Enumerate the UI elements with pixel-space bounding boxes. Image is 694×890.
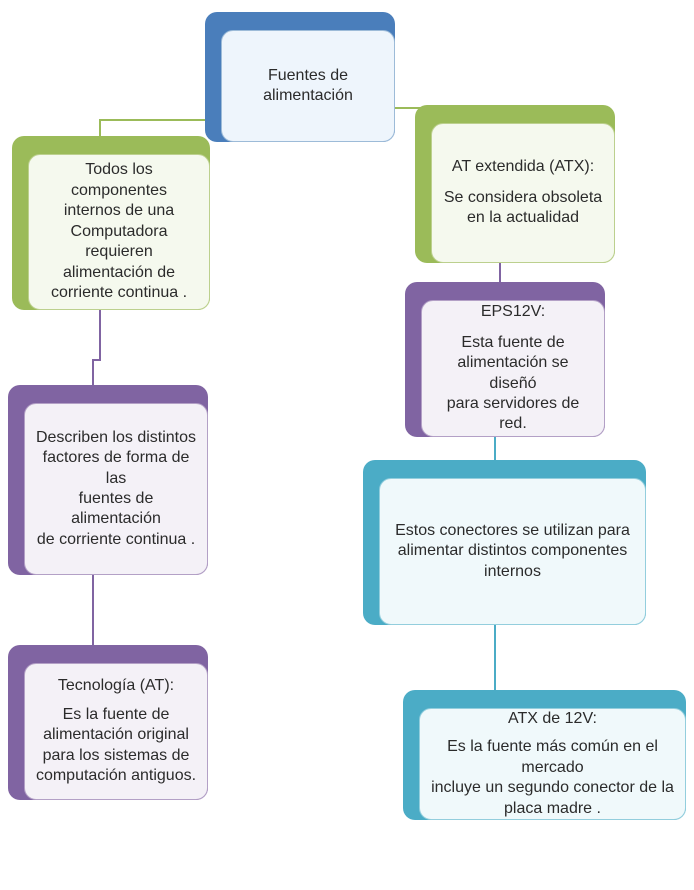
node-atx-12v-line-3: placa madre . — [504, 799, 601, 817]
node-eps12v-card — [421, 300, 605, 437]
node-tecnologia-at-line-2: alimentación original — [43, 726, 189, 744]
node-atx-extendida-line-2: en la actualidad — [466, 209, 580, 227]
node-atx-extendida-card — [431, 123, 615, 263]
node-tecnologia-at-line-0: Tecnología (AT): — [57, 677, 175, 695]
node-factores-de-forma-line-1: factores de forma de las — [42, 449, 190, 487]
node-root[interactable] — [205, 12, 395, 142]
node-componentes-line-4: corriente continua . — [50, 284, 188, 302]
node-componentes[interactable] — [12, 136, 210, 310]
node-factores-de-forma-line-0: Describen los distintos — [35, 428, 197, 446]
node-atx-12v[interactable] — [403, 690, 686, 820]
node-atx-12v-card — [419, 708, 686, 820]
node-componentes-line-2: Computadora requieren — [70, 222, 168, 261]
node-factores-de-forma-line-3: de corriente continua . — [36, 530, 196, 548]
node-root-line-0: Fuentes de alimentación — [263, 66, 353, 104]
node-factores-de-forma[interactable] — [8, 385, 208, 575]
node-atx-12v-line-2: incluye un segundo conector de la — [431, 779, 674, 797]
node-eps12v-line-0: EPS12V: — [480, 303, 546, 321]
node-conectores-line-0: Estos conectores se utilizan para — [395, 521, 630, 539]
node-atx-12v-line-0: ATX de 12V: — [508, 709, 597, 727]
node-tecnologia-at-card — [24, 663, 208, 800]
node-factores-de-forma-card — [24, 403, 208, 575]
node-conectores-card — [379, 478, 646, 625]
node-componentes-card — [28, 154, 210, 310]
node-tecnologia-at-line-3: para los sistemas de — [42, 746, 190, 764]
node-eps12v[interactable] — [405, 282, 605, 437]
node-atx-12v-line-1: Es la fuente más común en el mercado — [447, 738, 658, 776]
node-componentes-line-0: Todos los componentes — [70, 161, 168, 199]
node-eps12v-line-3: para servidores de red. — [446, 394, 580, 433]
node-eps12v-line-2: alimentación se diseñó — [457, 354, 569, 392]
node-conectores[interactable] — [363, 460, 646, 625]
node-componentes-line-1: internos de una — [63, 202, 175, 220]
node-eps12v-line-1: Esta fuente de — [461, 333, 565, 351]
node-componentes-line-3: alimentación de — [62, 263, 176, 281]
node-atx-extendida-line-1: Se considera obsoleta — [443, 188, 603, 206]
node-tecnologia-at-line-4: computación antiguos. — [35, 767, 197, 785]
node-conectores-line-2: internos — [484, 562, 541, 580]
node-root-card — [221, 30, 395, 142]
node-tecnologia-at[interactable] — [8, 645, 208, 800]
node-factores-de-forma-line-2: fuentes de alimentación — [71, 490, 161, 528]
node-tecnologia-at-line-1: Es la fuente de — [62, 705, 170, 723]
node-conectores-line-1: alimentar distintos componentes — [397, 542, 628, 560]
node-atx-extendida-line-0: AT extendida (ATX): — [451, 158, 595, 176]
node-atx-extendida[interactable] — [415, 105, 615, 263]
